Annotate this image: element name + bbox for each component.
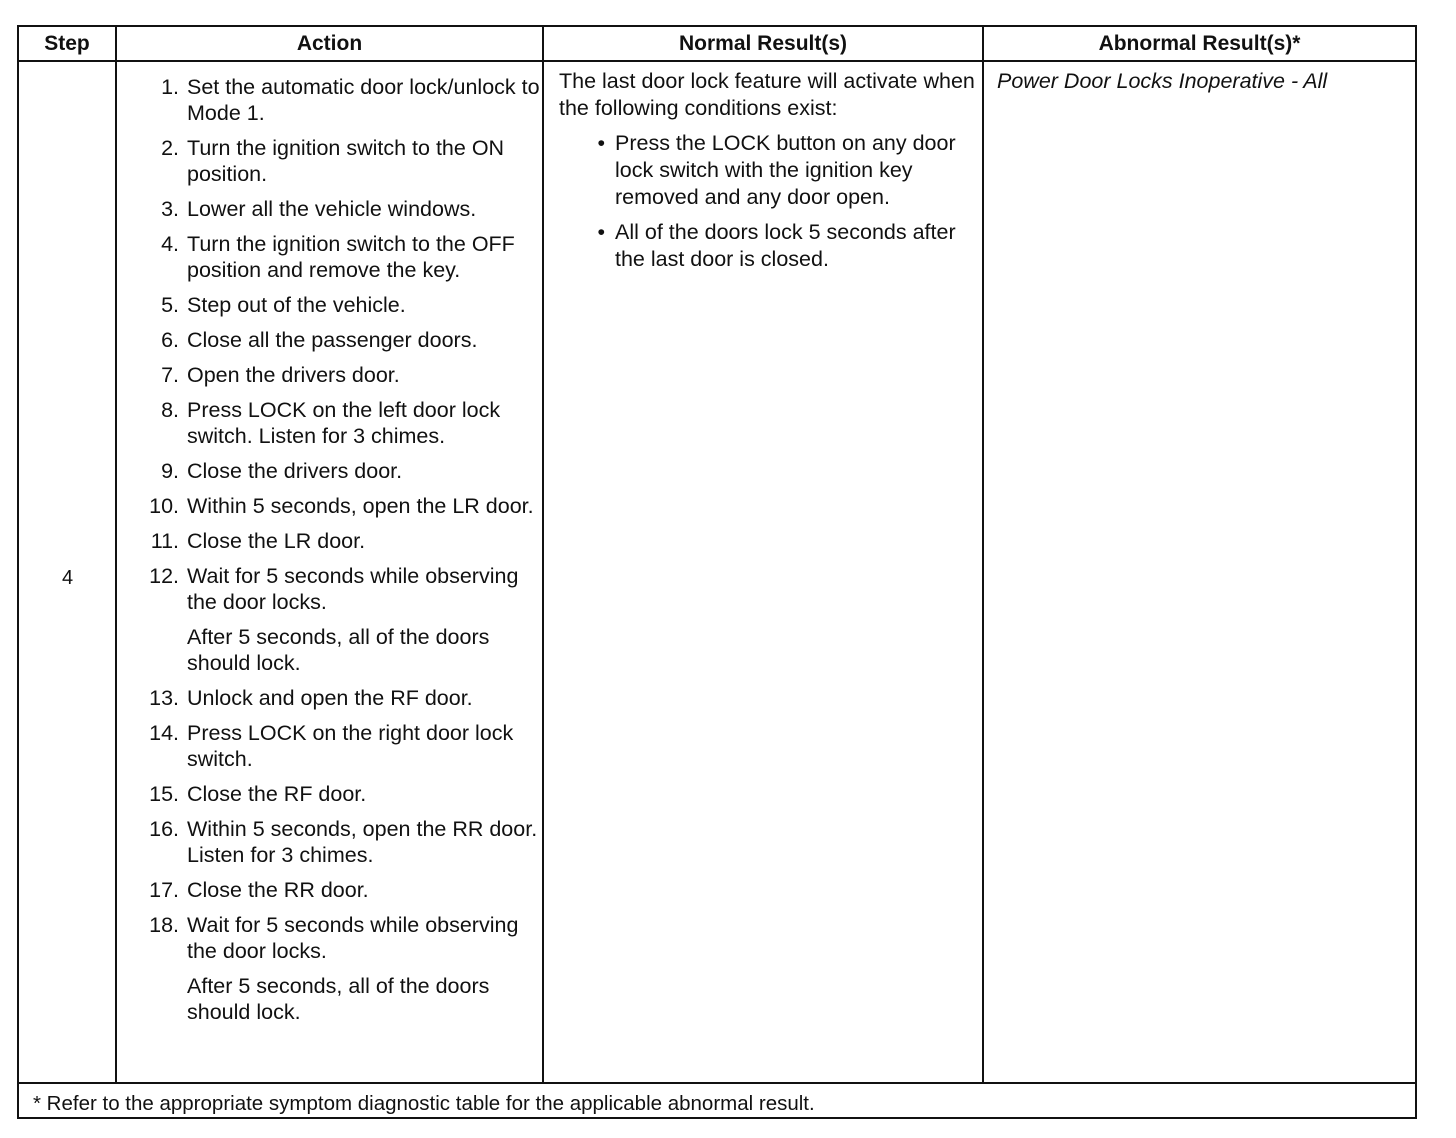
action-step-note: After 5 seconds, all of the doors should lock.	[187, 625, 490, 675]
header-divider	[19, 60, 1415, 62]
action-step-text: Unlock and open the RF door.	[187, 686, 473, 710]
action-step-text: Close the drivers door.	[187, 459, 403, 483]
footnote: * Refer to the appropriate symptom diagnostic table for the applicable abnormal result.	[33, 1092, 815, 1115]
bullet-icon: •	[597, 220, 605, 244]
action-step	[123, 877, 543, 903]
action-step	[123, 362, 543, 388]
action-step-number: 8.	[161, 398, 179, 422]
action-step-text: Press LOCK on the right door lock switch.	[187, 721, 514, 771]
diagnostic-table	[17, 25, 1417, 1119]
action-step	[123, 493, 543, 519]
action-step	[123, 912, 543, 964]
action-step-text: Wait for 5 seconds while observing the door locks.	[187, 913, 519, 963]
step-number: 4	[61, 567, 74, 589]
normal-results-intro: The last door lock feature will activate when the following conditions exist:	[559, 69, 975, 120]
action-step-text: Close the RF door.	[187, 782, 367, 806]
header-step: Step	[44, 31, 90, 55]
action-step	[123, 231, 543, 283]
action-step-text: Close the LR door.	[187, 529, 366, 553]
action-step-text: Press LOCK on the left door lock switch. Listen for 3 chimes.	[187, 398, 501, 448]
action-step-number: 10.	[149, 494, 179, 518]
footnote-divider	[19, 1082, 1415, 1084]
action-step	[123, 563, 543, 615]
action-step	[123, 720, 543, 772]
action-list	[123, 74, 543, 1034]
action-step	[123, 196, 543, 222]
action-step-number: 11.	[150, 529, 179, 553]
column-divider-step	[115, 27, 117, 1082]
normal-results-bullets	[559, 130, 989, 273]
action-step-text: Close the RR door.	[187, 878, 369, 902]
bullet-icon: •	[597, 131, 605, 155]
normal-results	[559, 68, 989, 281]
action-step-number: 12.	[149, 564, 179, 588]
action-step-number: 9.	[161, 459, 179, 483]
action-step	[123, 458, 543, 484]
header-abnormal-results: Abnormal Result(s)*	[1098, 31, 1301, 55]
action-step-number: 3.	[161, 197, 179, 221]
action-step-number: 16.	[149, 817, 179, 841]
action-step	[123, 327, 543, 353]
action-step-number: 4.	[161, 232, 179, 256]
normal-result-bullet-text: All of the doors lock 5 seconds after the last door is closed.	[615, 220, 956, 271]
action-step-text: Lower all the vehicle windows.	[187, 197, 477, 221]
action-step-text: Turn the ignition switch to the ON position.	[187, 136, 505, 186]
action-step-text: Turn the ignition switch to the OFF position and remove the key.	[187, 232, 515, 282]
action-step	[123, 781, 543, 807]
action-step	[123, 528, 543, 554]
action-step-number: 5.	[161, 293, 179, 317]
header-normal-results: Normal Result(s)	[678, 31, 848, 55]
action-step	[123, 397, 543, 449]
action-step-number: 17.	[149, 878, 179, 902]
action-step	[123, 292, 543, 318]
action-step-number: 15.	[149, 782, 179, 806]
normal-result-bullet	[559, 219, 989, 273]
action-step-text: Within 5 seconds, open the LR door.	[187, 494, 534, 518]
action-step-text: Wait for 5 seconds while observing the door locks.	[187, 564, 519, 614]
action-step-text: Open the drivers door.	[187, 363, 400, 387]
action-step-number: 14.	[149, 721, 179, 745]
action-step	[123, 74, 543, 126]
action-step-number: 13.	[149, 686, 179, 710]
action-step-number: 18.	[149, 913, 179, 937]
action-step-text: Close all the passenger doors.	[187, 328, 478, 352]
action-step-number: 2.	[161, 136, 179, 160]
action-step	[123, 685, 543, 711]
action-step-text: Within 5 seconds, open the RR door. Listen for 3 chimes.	[187, 817, 538, 867]
action-step-text: Step out of the vehicle.	[187, 293, 406, 317]
header-action: Action	[296, 31, 363, 55]
action-step-note: After 5 seconds, all of the doors should lock.	[187, 974, 490, 1024]
action-step	[123, 816, 543, 868]
action-step	[123, 135, 543, 187]
normal-result-bullet	[559, 130, 989, 211]
action-step-text: Set the automatic door lock/unlock to Mode 1.	[187, 75, 540, 125]
action-step-number: 6.	[161, 328, 179, 352]
action-step-number: 7.	[161, 363, 179, 387]
action-step-number: 1.	[161, 75, 179, 99]
abnormal-results: Power Door Locks Inoperative - All	[997, 69, 1328, 93]
normal-result-bullet-text: Press the LOCK button on any door lock switch with the ignition key removed and any door open.	[615, 131, 956, 209]
